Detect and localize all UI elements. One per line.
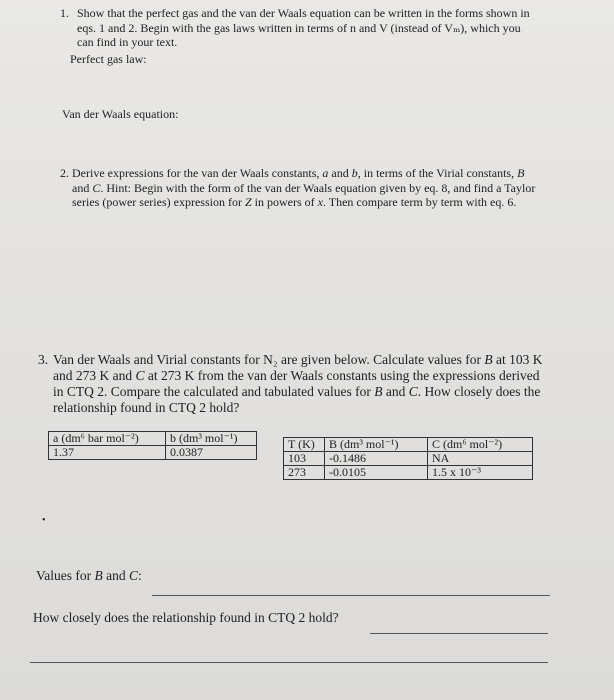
answer-line-extra[interactable] [30, 662, 548, 663]
question-3 [38, 352, 544, 416]
table-cell: NA [428, 452, 533, 466]
table-row [284, 452, 533, 466]
table-cell: -0.0105 [325, 466, 428, 480]
question-2-text: Derive expressions for the van der Waals constants, a and b, in terms of the Virial constants, B and C. Hint: Begin with the form of the van der Waals equation given by eq. 8, and find a Taylor series (power series) expression for Z in powers of x. Then compare term by term with eq. 6. [72, 166, 536, 209]
perfect-gas-label: Perfect gas law: [70, 52, 147, 66]
table-cell: 103 [284, 452, 325, 466]
question-2-number: 2. [60, 166, 69, 180]
question-1-number: 1. [60, 6, 69, 20]
table-header-cell: b (dm³ mol⁻¹) [166, 432, 257, 446]
table-header-cell: B (dm³ mol⁻¹) [325, 438, 428, 452]
question-2 [60, 166, 538, 210]
table-header-cell: a (dm⁶ bar mol⁻²) [49, 432, 166, 446]
van-der-waals-label: Van der Waals equation: [62, 107, 179, 121]
table-cell: 0.0387 [166, 446, 257, 460]
table-header-cell: T (K) [284, 438, 325, 452]
stray-mark: • [42, 515, 46, 526]
question-1-text: Show that the perfect gas and the van der Waals equation can be written in the forms shown in eqs. 1 and 2. Begin with the gas laws written in terms of n and V (instead of Vₘ), which you can find in your text. [77, 6, 530, 49]
table-row [49, 446, 257, 460]
hold-prompt: How closely does the relationship found in CTQ 2 hold? [33, 610, 339, 625]
table-header-row [284, 438, 533, 452]
table-cell: 1.5 x 10⁻³ [428, 466, 533, 480]
vdw-constants-table [48, 431, 257, 460]
table-cell: 273 [284, 466, 325, 480]
values-prompt: Values for B and C: [36, 568, 142, 583]
question-3-text: Van der Waals and Virial constants for N₂ are given below. Calculate values for B at 103 K and 273 K and C at 273 K from the van der Waals constants using the expressions derived in CTQ 2. Compare the calculated and tabulated values for B and C. How closely does the relationship found in CTQ 2 hold? [53, 352, 543, 415]
answer-line-hold[interactable] [370, 633, 548, 634]
table-cell: 1.37 [49, 446, 166, 460]
question-3-number: 3. [38, 352, 49, 367]
table-header-cell: C (dm⁶ mol⁻²) [428, 438, 533, 452]
answer-line-values[interactable] [152, 595, 550, 596]
question-1 [60, 6, 540, 50]
table-row [284, 466, 533, 480]
table-cell: -0.1486 [325, 452, 428, 466]
virial-constants-table [283, 437, 533, 480]
table-header-row [49, 432, 257, 446]
